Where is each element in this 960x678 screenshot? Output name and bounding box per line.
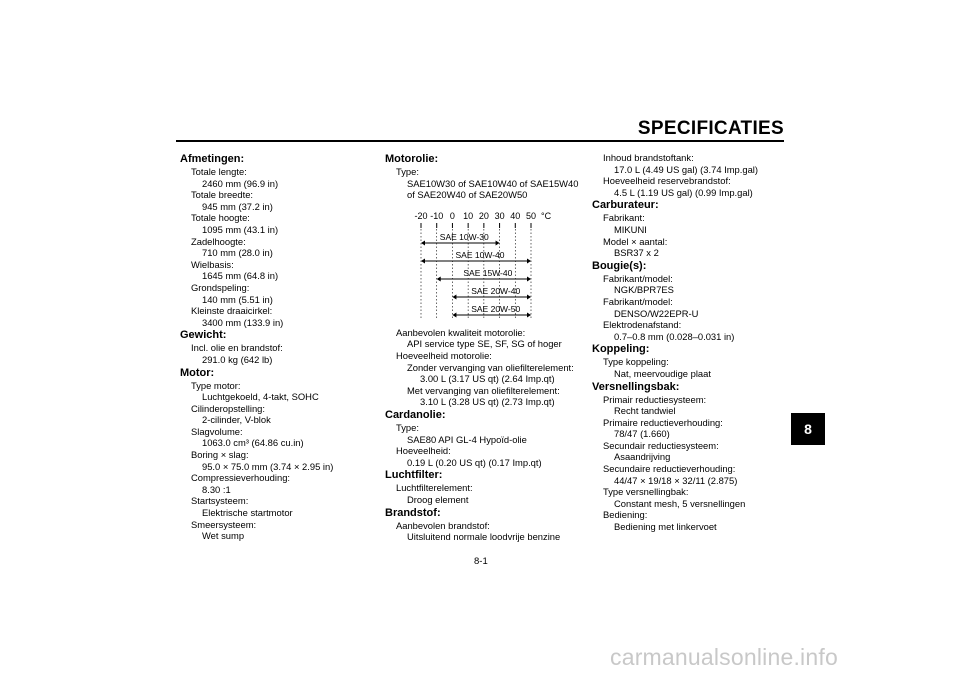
spec-label: Wielbasis: [191,258,234,270]
spec-label: Secundaire reductieverhouding: [603,463,736,475]
spec-label: Hoeveelheid reservebrandstof: [603,175,731,187]
chart-arrow-left [421,240,425,245]
spec-value: 1063.0 cm³ (64.86 cu.in) [202,437,304,449]
spec-label: Secundair reductiesysteem: [603,439,719,451]
spec-label: Model × aantal: [603,235,668,247]
spec-value: Recht tandwiel [614,405,676,417]
chart-arrow-left [421,258,425,263]
spec-label: Totale lengte: [191,166,247,177]
specs-column-3 [592,152,792,533]
spec-label: Compressieverhouding: [191,472,291,484]
section-heading: Motor: [180,366,215,379]
spec-value: SAE80 API GL-4 Hypoïd-olie [407,433,527,445]
section-heading: Motorolie: [385,153,439,165]
spec-label: Type: [396,166,419,177]
chart-tick-label: 10 [463,210,474,221]
chart-tick-label: 20 [478,210,489,221]
chart-arrow-left [452,294,456,299]
spec-label: Elektrodenafstand: [603,319,682,331]
spec-label: Totale breedte: [191,189,254,201]
spec-label: Boring × slag: [191,449,249,461]
spec-value: Uitsluitend normale loodvrije benzine [407,531,561,543]
chart-grade-label: SAE 15W-40 [463,267,513,278]
spec-value: Elektrische startmotor [202,507,293,519]
spec-label: Fabrikant: [603,212,645,224]
spec-value: NGK/BPR7ES [614,284,674,296]
page-title: SPECIFICATIES [637,118,784,139]
chart-tick-label: -20 [414,210,428,221]
chart-unit-label: °C [541,210,552,221]
chart-tick-label: 0 [449,210,455,221]
spec-label: Primair reductiesysteem: [603,393,707,405]
chart-tick-label: 50 [525,210,537,221]
spec-value: 78/47 (1.660) [614,428,670,440]
specs-column-2 [385,152,590,543]
spec-value: 44/47 × 19/18 × 32/11 (2.875) [614,474,738,486]
spec-value: BSR37 x 2 [614,247,659,259]
spec-value: Met vervanging van oliefilterelement: [407,384,560,396]
spec-label: Type koppeling: [603,356,669,368]
spec-label: Type versnellingbak: [603,486,689,498]
chart-tick-label: 40 [510,210,521,221]
spec-value: 140 mm (5.51 in) [202,293,273,305]
spec-label: Incl. olie en brandstof: [191,342,283,354]
spec-label: Fabrikant/model: [603,295,673,307]
spec-label: Hoeveelheid: [396,445,451,457]
chart-grade-label: SAE 10W-40 [455,249,505,260]
chart-tick-label: -10 [430,210,444,221]
spec-label: Inhoud brandstoftank: [603,152,694,163]
spec-value: 3.00 L (3.17 US qt) (2.64 Imp.qt) [420,373,555,385]
spec-label: Type: [396,421,419,433]
chart-arrow-right [527,276,531,281]
spec-label: Type motor: [191,379,241,391]
spec-value: 95.0 × 75.0 mm (3.74 × 2.95 in) [202,460,334,472]
spec-value: Bediening met linkervoet [614,521,717,533]
spec-value: Constant mesh, 5 versnellingen [614,497,746,509]
spec-value: Asaandrijving [614,451,671,463]
chart-arrow-left [452,312,456,317]
spec-value: 0.7–0.8 mm (0.028–0.031 in) [614,330,735,342]
spec-value: Luchtgekoeld, 4-takt, SOHC [202,391,319,403]
section-heading: Versnellingsbak: [592,380,680,393]
spec-value: 1645 mm (64.8 in) [202,270,279,282]
spec-value: 2460 mm (96.9 in) [202,177,279,189]
spec-label: Totale hoogte: [191,212,250,224]
spec-value: Nat, meervoudige plaat [614,367,711,379]
section-heading: Gewicht: [180,329,227,342]
chart-grade-label: SAE 20W-40 [471,285,521,296]
spec-label: Aanbevolen brandstof: [396,519,490,531]
spec-value: SAE10W30 of SAE10W40 of SAE15W40 [407,177,579,189]
spec-label: Aanbevolen kwaliteit motorolie: [396,326,526,338]
spec-label: Grondspeling: [191,281,250,293]
spec-value: 3400 mm (133.9 in) [202,316,284,328]
spec-value: 710 mm (28.0 in) [202,247,273,259]
chart-arrow-right [527,258,531,263]
section-heading: Cardanolie: [385,408,446,421]
section-heading: Koppeling: [592,343,650,356]
watermark-text: carmanualsonline.info [610,644,838,670]
spec-value: 8.30 :1 [202,483,231,495]
spec-value: MIKUNI [614,223,647,235]
section-tab: 8 [791,413,825,445]
spec-label: Fabrikant/model: [603,272,673,284]
section-heading: Carburateur: [592,199,659,212]
spec-value: API service type SE, SF, SG of hoger [407,338,562,350]
spec-value: 3.10 L (3.28 US qt) (2.73 Imp.qt) [420,396,555,408]
section-heading: Bougie(s): [592,259,647,272]
spec-label: Primaire reductieverhouding: [603,416,723,428]
section-heading: Luchtfilter: [385,469,443,482]
spec-value: Droog element [407,493,469,505]
chart-tick-label: 30 [494,210,505,221]
page-number: 8-1 [474,556,488,567]
spec-label: Bediening: [603,509,648,521]
spec-value: of SAE20W40 of SAE20W50 [407,189,528,201]
spec-label: Slagvolume: [191,425,243,437]
spec-value: 945 mm (37.2 in) [202,200,273,212]
chart-grade-label: SAE 10W-30 [439,231,489,242]
spec-label: Cilinderopstelling: [191,402,265,414]
spec-value: 17.0 L (4.49 US gal) (3.74 Imp.gal) [614,163,758,175]
specs-column-1 [180,152,370,542]
spec-label: Kleinste draaicirkel: [191,305,273,317]
chart-arrow-right [527,294,531,299]
section-heading: Afmetingen: [180,153,245,165]
spec-value: Wet sump [202,530,245,542]
chart-arrow-right [496,240,500,245]
spec-value: 4.5 L (1.19 US gal) (0.99 Imp.gal) [614,186,753,198]
chart-arrow-left [437,276,441,281]
spec-label: Smeersysteem: [191,518,257,530]
spec-value: Zonder vervanging van oliefilterelement: [407,361,574,373]
spec-label: Startsysteem: [191,495,249,507]
spec-label: Zadelhoogte: [191,235,246,247]
spec-value: DENSO/W22EPR-U [614,307,699,319]
spec-label: Hoeveelheid motorolie: [396,349,492,361]
spec-value: 2-cilinder, V-blok [202,414,271,426]
title-rule [176,140,784,142]
spec-value: 1095 mm (43.1 in) [202,223,279,235]
oil-viscosity-chart [385,207,552,321]
chart-arrow-right [527,312,531,317]
spec-value: 0.19 L (0.20 US qt) (0.17 Imp.qt) [407,456,542,468]
spec-value: 291.0 kg (642 lb) [202,353,273,365]
section-heading: Brandstof: [385,506,441,519]
chart-grade-label: SAE 20W-50 [471,303,521,314]
spec-label: Luchtfilterelement: [396,482,473,494]
